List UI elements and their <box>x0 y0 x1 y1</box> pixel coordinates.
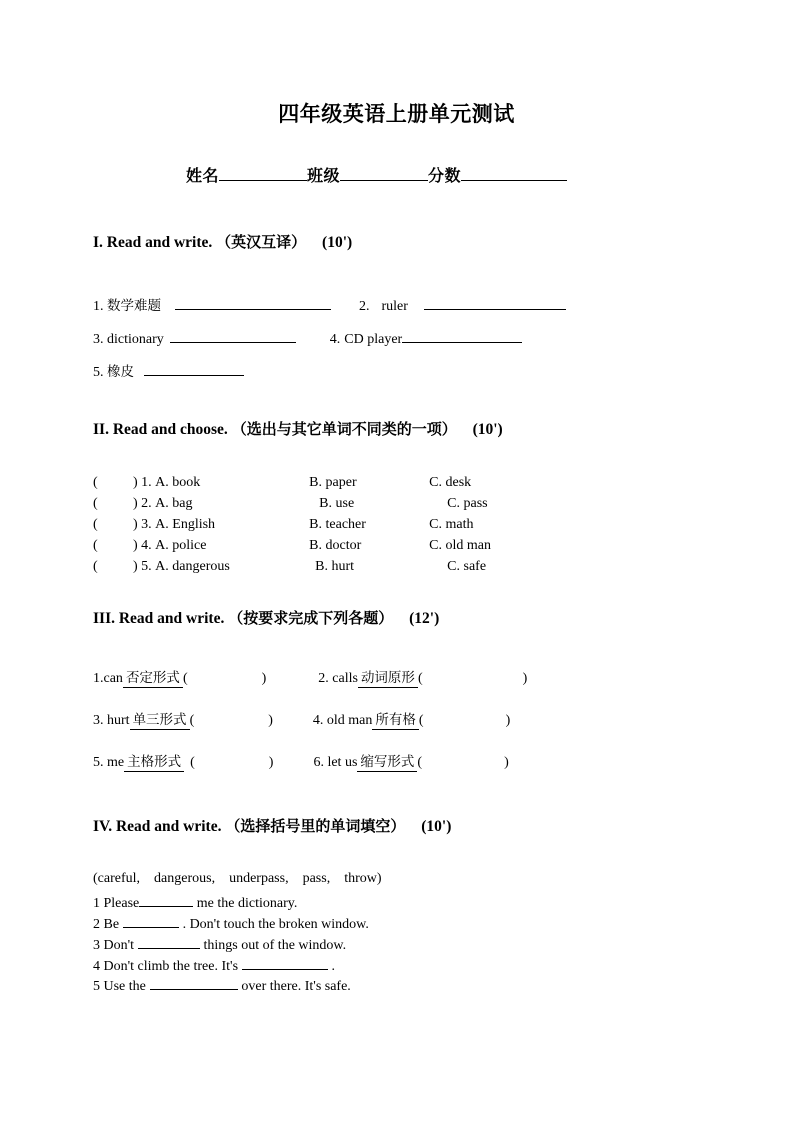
fill-blank-sentence <box>93 975 351 995</box>
sentence-answer-blank[interactable] <box>138 934 200 949</box>
option-b[interactable]: B. teacher <box>309 517 366 532</box>
fill-blank-sentence <box>93 913 369 933</box>
option-c[interactable]: C. safe <box>447 559 487 574</box>
answer-paren-close: ) <box>504 755 509 770</box>
item-3-answer-blank[interactable] <box>170 328 296 343</box>
close-bracket: ) <box>133 475 138 490</box>
section-3-heading <box>93 607 439 628</box>
sentence-after: over there. It's safe. <box>241 979 351 994</box>
transform-item-number: 4. <box>312 713 324 728</box>
sentence-answer-blank[interactable] <box>150 975 238 990</box>
question-number: 1. <box>141 475 152 490</box>
class-label: 班级 <box>307 166 341 185</box>
section-2-title-en: Read and choose. <box>112 421 228 438</box>
choice-question-row <box>93 517 474 533</box>
option-a[interactable]: A. bag <box>155 496 193 511</box>
word-bank <box>93 871 382 887</box>
close-bracket: ) <box>133 559 138 574</box>
sentence-number: 5 <box>93 979 100 994</box>
section-1-number: I. <box>93 234 103 251</box>
close-bracket: ) <box>133 538 138 553</box>
section-2-title-cn: （选出与其它单词不同类的一项） <box>231 420 457 438</box>
section-3-row-2 <box>93 713 510 730</box>
word-bank-item: underpass, <box>229 871 289 886</box>
choice-question-row <box>93 538 491 554</box>
choice-question-row <box>93 475 471 491</box>
name-label: 姓名 <box>186 166 220 185</box>
score-label: 分数 <box>428 166 462 185</box>
section-4-number: IV. <box>93 818 113 835</box>
question-number: 4. <box>141 538 152 553</box>
item-5-number: 5. <box>93 365 104 380</box>
answer-paren-close: ) <box>268 713 273 728</box>
item-4-answer-blank[interactable] <box>402 328 522 343</box>
word-bank-item: dangerous, <box>154 871 216 886</box>
transform-word: old man <box>326 713 373 728</box>
item-4-number: 4. <box>329 332 341 347</box>
fill-blank-sentence <box>93 892 297 912</box>
sentence-before: Don't <box>103 938 135 953</box>
section-1-title-en: Read and write. <box>106 234 213 251</box>
option-b[interactable]: B. hurt <box>315 559 355 574</box>
answer-paren-close: ) <box>522 671 528 686</box>
option-b[interactable]: B. doctor <box>309 538 362 553</box>
section-1-row-2 <box>93 328 522 348</box>
question-number: 3. <box>141 517 152 532</box>
word-bank-item: (careful, <box>93 871 141 886</box>
option-a[interactable]: A. dangerous <box>155 559 230 574</box>
item-4-prompt: CD player <box>344 332 403 347</box>
transform-item-number: 1. <box>93 671 104 686</box>
transform-word: me <box>107 755 125 770</box>
option-b[interactable]: B. use <box>319 496 355 511</box>
option-c[interactable]: C. math <box>429 517 474 532</box>
answer-bracket[interactable]: ( <box>93 475 98 490</box>
section-2-points: (10') <box>472 421 503 438</box>
sentence-number: 1 <box>93 896 100 911</box>
sentence-after: . <box>331 959 336 974</box>
section-4-title-cn: （选择括号里的单词填空） <box>225 817 406 835</box>
question-number: 5. <box>141 559 152 574</box>
sentence-before: Don't climb the tree. It's <box>103 959 239 974</box>
sentence-before: Please <box>103 896 140 911</box>
sentence-answer-blank[interactable] <box>242 955 328 970</box>
section-3-title-cn: （按要求完成下列各题） <box>228 609 394 627</box>
sentence-before: Be <box>103 917 120 932</box>
transform-item-number: 2. <box>318 671 329 686</box>
transform-instruction: 所有格 <box>372 713 419 730</box>
section-4-title-en: Read and write. <box>115 818 222 835</box>
page-title: 四年级英语上册单元测试 <box>278 102 515 126</box>
item-2-answer-blank[interactable] <box>424 295 566 310</box>
option-b[interactable]: B. paper <box>309 475 357 490</box>
item-1-answer-blank[interactable] <box>175 295 331 310</box>
transform-instruction: 缩写形式 <box>357 755 417 772</box>
close-bracket: ) <box>133 496 138 511</box>
answer-bracket[interactable]: ( <box>93 538 98 553</box>
answer-paren-open: ( <box>418 713 424 728</box>
section-3-row-3 <box>93 755 509 772</box>
item-5-answer-blank[interactable] <box>144 361 244 376</box>
item-3-prompt: dictionary <box>107 332 164 347</box>
sentence-number: 2 <box>93 917 100 932</box>
word-bank-item: pass, <box>302 871 331 886</box>
sentence-after: me the dictionary. <box>196 896 298 911</box>
option-c[interactable]: C. desk <box>429 475 472 490</box>
choice-question-row <box>93 559 486 575</box>
section-3-number: III. <box>93 610 115 627</box>
answer-paren-open: ( <box>190 755 195 770</box>
section-1-heading <box>93 231 352 252</box>
answer-bracket[interactable]: ( <box>93 559 98 574</box>
section-3-points: (12') <box>409 610 440 627</box>
transform-instruction: 主格形式 <box>124 755 184 772</box>
transform-word: can <box>103 671 123 686</box>
answer-paren-close: ) <box>261 671 267 686</box>
sentence-number: 3 <box>93 938 100 953</box>
item-5-prompt: 橡皮 <box>107 364 134 380</box>
answer-paren-close: ) <box>505 713 511 728</box>
transform-item-number: 6. <box>313 755 324 770</box>
fill-blank-sentence <box>93 955 335 975</box>
sentence-answer-blank[interactable] <box>123 913 179 928</box>
section-2-heading <box>93 418 503 439</box>
option-a[interactable]: A. police <box>155 538 207 553</box>
item-1-number: 1. <box>93 299 104 314</box>
answer-paren-open: ( <box>189 713 195 728</box>
question-number: 2. <box>141 496 152 511</box>
section-3-title-en: Read and write. <box>118 610 225 627</box>
item-1-prompt: 数学难题 <box>107 298 161 314</box>
close-bracket: ) <box>133 517 138 532</box>
answer-paren-open: ( <box>182 671 188 686</box>
item-3-number: 3. <box>93 332 104 347</box>
answer-bracket[interactable]: ( <box>93 496 98 511</box>
transform-item-number: 5. <box>93 755 104 770</box>
transform-word: calls <box>332 671 358 686</box>
option-a[interactable]: A. book <box>155 475 201 490</box>
option-c[interactable]: C. pass <box>447 496 488 511</box>
word-bank-item: throw) <box>344 871 382 886</box>
sentence-before: Use the <box>103 979 146 994</box>
sentence-number: 4 <box>93 959 100 974</box>
option-a[interactable]: A. English <box>155 517 216 532</box>
section-1-row-1 <box>93 294 566 315</box>
answer-paren-open: ( <box>417 671 423 686</box>
fill-blank-sentence <box>93 934 346 954</box>
section-2-number: II. <box>93 421 109 438</box>
section-1-points: (10') <box>322 234 353 251</box>
section-3-row-1 <box>93 671 527 688</box>
item-2-number: 2. <box>359 299 370 314</box>
sentence-answer-blank[interactable] <box>139 892 193 907</box>
score-blank[interactable] <box>461 165 567 181</box>
choice-question-row <box>93 496 488 512</box>
transform-instruction: 单三形式 <box>130 713 190 730</box>
item-2-prompt: ruler <box>381 299 408 314</box>
option-c[interactable]: C. old man <box>429 538 492 553</box>
transform-item-number: 3. <box>93 713 104 728</box>
section-1-title-cn: （英汉互译） <box>216 233 307 251</box>
section-4-heading <box>93 815 451 836</box>
answer-paren-open: ( <box>417 755 423 770</box>
section-1-row-3 <box>93 360 244 381</box>
sentence-after: things out of the window. <box>203 938 347 953</box>
class-blank[interactable] <box>340 165 428 181</box>
transform-instruction: 动词原形 <box>358 671 418 688</box>
name-blank[interactable] <box>219 165 307 181</box>
answer-paren-close: ) <box>268 755 274 770</box>
section-4-points: (10') <box>421 818 452 835</box>
answer-bracket[interactable]: ( <box>93 517 98 532</box>
transform-word: hurt <box>107 713 130 728</box>
transform-word: let us <box>327 755 358 770</box>
transform-instruction: 否定形式 <box>123 671 183 688</box>
sentence-after: . Don't touch the broken window. <box>182 917 369 932</box>
student-info-header <box>186 163 567 186</box>
